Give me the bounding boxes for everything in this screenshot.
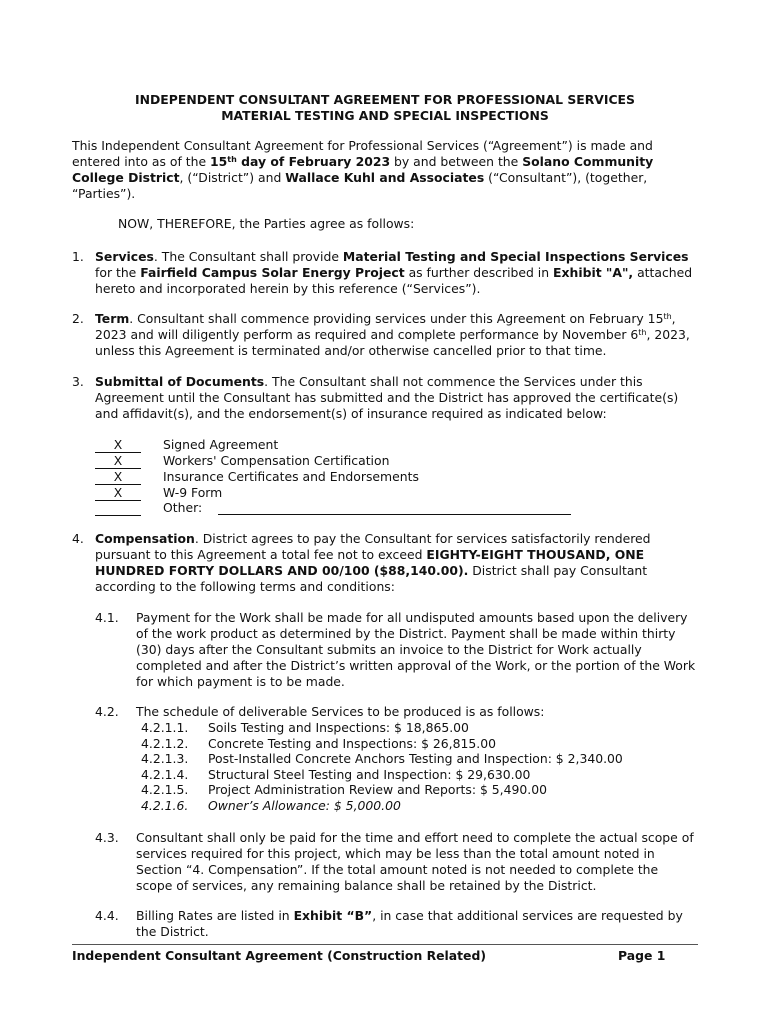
subsection-text: Billing Rates are listed in: [136, 908, 294, 923]
checklist-mark: X: [95, 453, 141, 469]
section-text: District shall pay Consultant according to the following terms and conditions:: [95, 563, 648, 594]
section-submittal: [72, 374, 698, 422]
checklist-mark: [95, 500, 141, 516]
agreement-date: day of February 2023: [236, 154, 391, 169]
intro-text: (“Consultant”), (together, “Parties”).: [72, 170, 648, 201]
date-suffix: th: [663, 312, 672, 321]
subsection-number: 4.3.: [95, 830, 119, 845]
schedule-item: [141, 767, 698, 783]
section-text: . The Consultant shall provide: [153, 249, 343, 264]
subsection-text: Payment for the Work shall be made for all undisputed amounts based upon the delivery of the work product as determined by the District. Payment shall be made within thirty (30) days after the Consultant submits an invoice to the District for Work actually completed and after the District’s written approval of the Work, or the portion of the Work for which payment is to be made.: [136, 610, 696, 689]
total-fee: EIGHTY-EIGHT THOUSAND, ONE HUNDRED FORTY DOLLARS AND 00/100 ($88,140.00).: [95, 547, 645, 578]
section-text: , 2023 and will diligently perform as required and complete performance by November 6: [95, 311, 676, 342]
district-name: Solano Community College District: [72, 154, 654, 185]
schedule-text: Project Administration Review and Reports: $ 5,490.00: [208, 782, 547, 797]
section-text: . The Consultant shall not commence the Services under this Agreement until the Consultant has submitted and the District has approved the certificate(s) and affidavit(s), and the endorsement(s) of insurance required as indicated below:: [95, 374, 679, 421]
schedule-number: 4.2.1.4.: [141, 767, 189, 782]
section-term: [72, 311, 698, 359]
section-heading: Services: [95, 249, 154, 264]
checklist-label: Insurance Certificates and Endorsements: [163, 469, 419, 484]
section-text: . District agrees to pay the Consultant for services satisfactorily rendered pursuant to this Agreement a total fee not to exceed: [95, 531, 651, 562]
document-checklist-item: [95, 469, 695, 485]
schedule-number: 4.2.1.1.: [141, 720, 189, 735]
schedule-number: 4.2.1.6.: [141, 798, 189, 813]
schedule-item: [141, 798, 698, 814]
consultant-name: Wallace Kuhl and Associates: [285, 170, 485, 185]
schedule-number: 4.2.1.5.: [141, 782, 189, 797]
checklist-label: Signed Agreement: [163, 437, 279, 452]
intro-text: This Independent Consultant Agreement for Professional Services (“Agreement”) is made and entered into as of the: [72, 138, 653, 169]
section-text: attached hereto and incorporated herein by this reference (“Services”).: [95, 265, 693, 296]
schedule-number: 4.2.1.3.: [141, 751, 189, 766]
subsection-number: 4.2.: [95, 704, 119, 719]
schedule-text: Owner’s Allowance: $ 5,000.00: [208, 798, 401, 813]
other-blank-line: [218, 514, 571, 515]
title-line-2: MATERIAL TESTING AND SPECIAL INSPECTIONS: [221, 108, 549, 123]
section-number: 2.: [72, 311, 84, 326]
exhibit-a-ref: Exhibit "A",: [553, 265, 634, 280]
section-text: , 2023, unless this Agreement is terminated and/or otherwise cancelled prior to that time.: [95, 327, 690, 358]
section-services: [72, 249, 698, 297]
subsection-number: 4.4.: [95, 908, 119, 923]
section-text: . Consultant shall commence providing services under this Agreement on February 15: [129, 311, 664, 326]
intro-text: , (“District”) and: [179, 170, 286, 185]
section-text: as further described in: [404, 265, 554, 280]
subsection-text: The schedule of deliverable Services to be produced is as follows:: [136, 704, 545, 719]
checklist-mark: X: [95, 469, 141, 485]
schedule-item: [141, 751, 698, 767]
subsection-4-1: [95, 610, 698, 690]
date-suffix: th: [638, 328, 647, 337]
project-name: Fairfield Campus Solar Energy Project: [140, 265, 405, 280]
footer-title: Independent Consultant Agreement (Construction Related): [72, 948, 486, 963]
subsection-4-4: [95, 908, 698, 940]
schedule-number: 4.2.1.2.: [141, 736, 189, 751]
checklist-label: Other:: [163, 500, 203, 515]
schedule-text: Concrete Testing and Inspections: $ 26,815.00: [208, 736, 496, 751]
subsection-text: , in case that additional services are requested by the District.: [136, 908, 683, 939]
checklist-label: Workers' Compensation Certification: [163, 453, 390, 468]
section-number: 3.: [72, 374, 84, 389]
title-line-1: INDEPENDENT CONSULTANT AGREEMENT FOR PROFESSIONAL SERVICES: [135, 92, 635, 107]
schedule-text: Post-Installed Concrete Anchors Testing and Inspection: $ 2,340.00: [208, 751, 623, 766]
checklist-mark: X: [95, 485, 141, 501]
schedule-text: Soils Testing and Inspections: $ 18,865.00: [208, 720, 469, 735]
section-heading: Compensation: [95, 531, 195, 546]
checklist-mark: X: [95, 437, 141, 453]
schedule-item: [141, 720, 698, 736]
intro-paragraph: [72, 138, 698, 202]
document-checklist-item: [95, 500, 695, 516]
agreement-date-day: 15: [210, 154, 228, 169]
document-checklist-item: [95, 453, 695, 469]
document-checklist-item: [95, 485, 695, 501]
section-number: 1.: [72, 249, 84, 264]
footer-divider: [72, 944, 698, 945]
services-name: Material Testing and Special Inspections Services: [342, 249, 689, 264]
exhibit-b-ref: Exhibit “B”: [293, 908, 373, 923]
schedule-text: Structural Steel Testing and Inspection: $ 29,630.00: [208, 767, 531, 782]
agreement-date-suffix: th: [227, 155, 237, 164]
subsection-number: 4.1.: [95, 610, 119, 625]
subsection-text: Consultant shall only be paid for the time and effort need to complete the actual scope of services required for this project, which may be less than the total amount noted in Section “4. Compensation”. If the total amount noted is not needed to complete the scope of services, any remaining balance shall be retained by the District.: [136, 830, 694, 893]
document-checklist-item: [95, 437, 695, 453]
section-text: for the: [95, 265, 141, 280]
subsection-4-3: [95, 830, 698, 894]
subsection-4-2: [95, 704, 698, 720]
checklist-label: W-9 Form: [163, 485, 223, 500]
schedule-item: [141, 782, 698, 798]
intro-text: by and between the: [390, 154, 523, 169]
section-compensation: [72, 531, 698, 595]
now-therefore: NOW, THEREFORE, the Parties agree as follows:: [118, 216, 415, 231]
schedule-item: [141, 736, 698, 752]
section-heading: Submittal of Documents: [95, 374, 265, 389]
section-heading: Term: [95, 311, 130, 326]
section-number: 4.: [72, 531, 84, 546]
page-number: Page 1: [618, 948, 666, 963]
